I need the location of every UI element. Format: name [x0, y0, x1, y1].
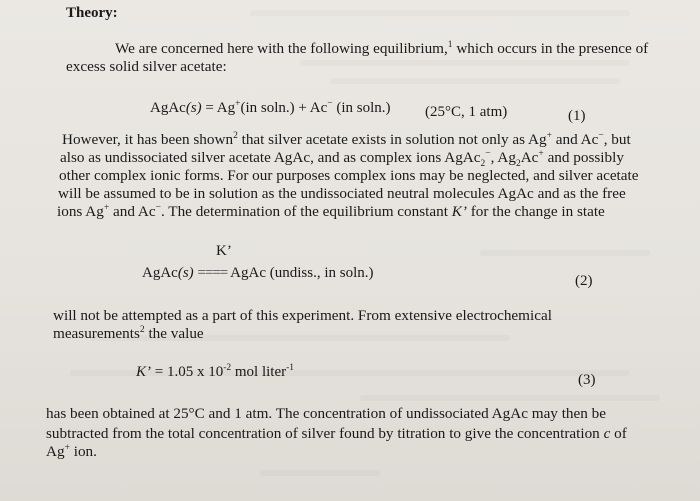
paragraph-2-line-3: other complex ionic forms. For our purposes complex ions may be neglected, and silver acetate: [59, 167, 639, 184]
equation-1-conditions: (25°C, 1 atm): [425, 104, 508, 120]
equation-1: AgAc(s) = Ag+(in soln.) + Ac− (in soln.): [150, 99, 391, 116]
paragraph-4-line-2: subtracted from the total concentration of silver found by titration to give the concentration c of: [46, 425, 627, 442]
equation-3: K’ = 1.05 x $10^{-2}$ mol liter$^{-1}$: [136, 363, 295, 380]
equilibrium-arrow: ====: [197, 265, 228, 281]
paragraph-4-line-3: Ag+ ion.: [46, 442, 97, 460]
paragraph-1-line-2: excess solid silver acetate:: [66, 58, 227, 75]
paragraph-4-line-1: has been obtained at 25°C and 1 atm. The concentration of undissociated AgAc may then be: [46, 405, 606, 422]
footnote-ref: 1: [447, 39, 453, 50]
paragraph-3-line-2: measurements$^2$ the value: [53, 324, 204, 342]
paragraph-2-line-1: However, it has been shown$^2$ that silver acetate exists in solution not only as Ag+ and Ac−, but: [62, 130, 631, 148]
paragraph-2-line-2: also as undissociated silver acetate AgAc, and as complex ions AgAc$_2$−, $Ag_2Ac^+$ and possibly: [60, 148, 624, 170]
paragraph-3-line-1: will not be attempted as a part of this experiment. From extensive electrochemical: [53, 307, 552, 324]
equation-3-number: (3): [578, 372, 596, 388]
paragraph-1-line-1: We are concerned here with the following equilibrium,$^1$ which occurs in the presence of: [115, 39, 649, 57]
paragraph-2-line-4: will be assumed to be in solution as the undissociated neutral molecules AgAc and as the free: [58, 185, 626, 202]
equation-2-constant-label: K’: [216, 243, 232, 259]
equation-2: AgAc(s) ==== AgAc (undiss., in soln.): [142, 265, 374, 281]
section-heading: Theory:: [66, 5, 118, 21]
equation-2-number: (2): [575, 273, 593, 289]
equation-1-number: (1): [568, 108, 586, 124]
paragraph-2-line-5: ions Ag+ and Ac−. The determination of the equilibrium constant K’ for the change in state: [57, 202, 605, 220]
